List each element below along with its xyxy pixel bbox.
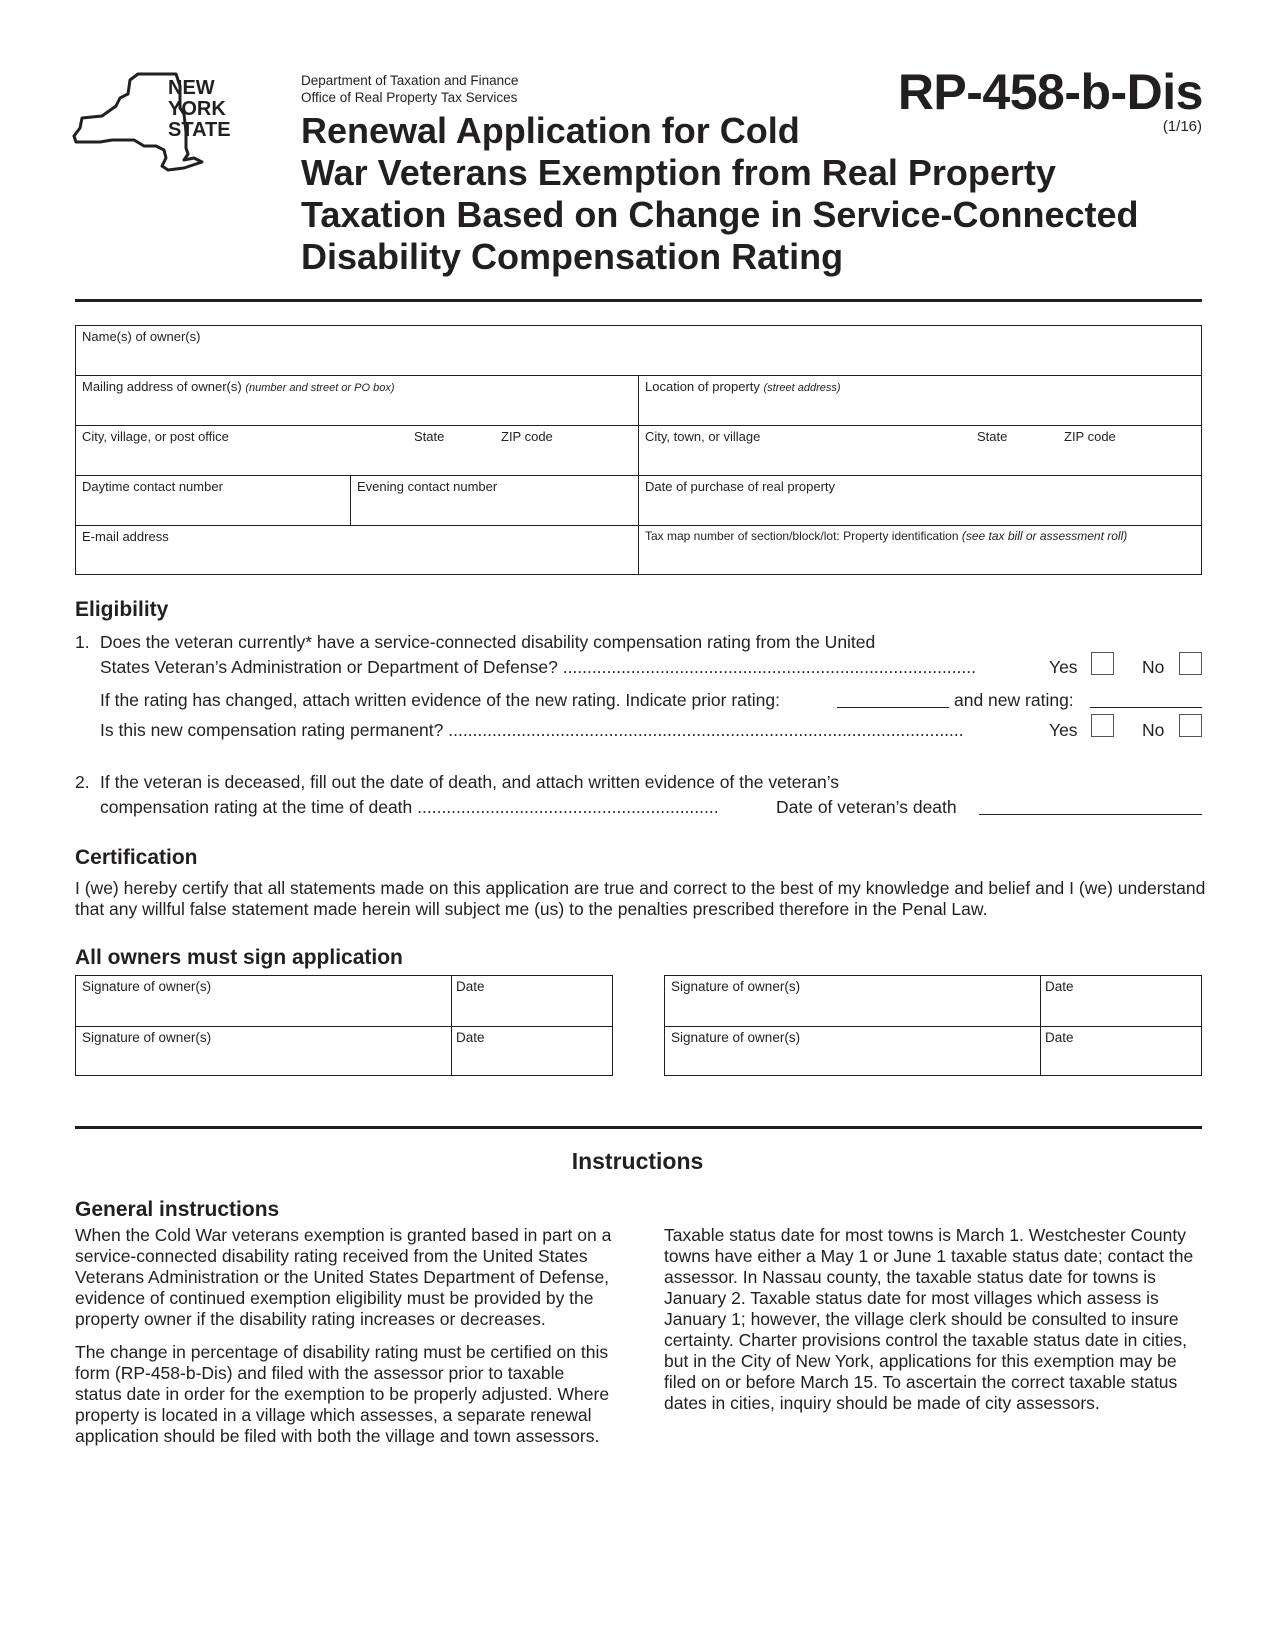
signature-label: Signature of owner(s) [671,979,801,994]
q1-yes-label: Yes [1049,657,1078,677]
q1-yes-checkbox[interactable] [1091,652,1114,675]
title-line-3: Taxation Based on Change in Service-Connected [301,194,1139,235]
instructions-paragraph: When the Cold War veterans exemption is granted based in part on a service-connected disability rating received from the United States Veterans Administration or the United States Department of Defense, evidence of continued exemption eligibility must be provided by the property owner if the disability rating increases or decreases. [75,1225,612,1329]
department-line-2: Office of Real Property Tax Services [301,90,518,105]
logo-text-new: NEW [168,77,215,99]
mailing-city-label: City, village, or post office [82,429,229,444]
daytime-contact-field[interactable] [76,476,351,526]
death-date-field[interactable] [979,814,1202,815]
date-label: Date [1045,979,1074,994]
page-title [301,110,1201,278]
eligibility-heading: Eligibility [75,598,169,621]
signature-table-right [664,975,1202,1076]
instructions-paragraph: The change in percentage of disability rating must be certified on this form (RP-458-b-Dis) and filed with the assessor prior to taxable status date in order for the exemption to be properly adjusted. Where property is located in a village which assesses, a separate renewal application should be filed with both the village and town assessors. [75,1342,610,1446]
department-name [301,72,518,106]
email-field[interactable] [76,526,639,574]
title-line-1: Renewal Application for Cold [301,110,800,151]
rating-change-text: If the rating has changed, attach written evidence of the new rating. Indicate prior rating: [100,690,780,710]
date-label: Date [1045,1030,1074,1045]
mailing-address-hint: (number and street or PO box) [245,382,395,394]
question-1-line-2: States Veteran’s Administration or Department of Defense? ..................................................................................... [100,657,976,677]
mailing-address-label-text: Mailing address of owner(s) [82,379,242,394]
permanent-no-checkbox[interactable] [1179,714,1202,737]
header-divider [75,299,1202,302]
property-city-state-zip-field[interactable] [639,426,1201,476]
certification-text: I (we) hereby certify that all statements made on this application are true and correct to the best of my knowledge and belief and I (we) understand that any willful false statement made herein will subject me (us) to the penalties prescribed therefore in the Penal Law. [75,878,1206,919]
tax-map-label [645,529,1127,543]
q1-no-checkbox[interactable] [1179,652,1202,675]
tax-map-hint: (see tax bill or assessment roll) [961,529,1128,543]
date-field-4[interactable] [1040,1026,1201,1076]
logo-text-state: STATE [168,119,231,141]
evening-contact-label: Evening contact number [357,479,498,494]
instructions-divider [75,1126,1202,1129]
signatures-heading: All owners must sign application [75,946,403,969]
owner-names-field[interactable] [76,326,1201,376]
permanent-rating-question: Is this new compensation rating permanent? .......................................................................................................... [100,720,964,740]
signature-table-left [75,975,613,1076]
new-rating-label: and new rating: [954,690,1074,710]
question-1-number: 1. [75,632,90,652]
property-location-field[interactable] [639,376,1201,426]
prior-rating-field[interactable] [837,707,949,708]
title-line-2: War Veterans Exemption from Real Property [301,152,1056,193]
purchase-date-field[interactable] [639,476,1201,526]
question-2-line-1: If the veteran is deceased, fill out the date of death, and attach written evidence of the veteran’s [100,772,840,792]
mailing-address-field[interactable] [76,376,639,426]
instructions-left-column [75,1225,615,1459]
department-line-1: Department of Taxation and Finance [301,73,519,88]
signature-label: Signature of owner(s) [82,1030,212,1045]
question-2-line-2: compensation rating at the time of death .............................................................. [100,797,719,817]
question-1-line-1: Does the veteran currently* have a service-connected disability compensation rating from the United [100,632,876,652]
permanent-no-label: No [1142,720,1165,740]
daytime-contact-label: Daytime contact number [82,479,223,494]
signature-field-2[interactable] [76,1026,451,1076]
tax-map-number-field[interactable] [639,526,1201,574]
signature-field-3[interactable] [665,976,1040,1026]
permanent-yes-checkbox[interactable] [1091,714,1114,737]
title-line-4: Disability Compensation Rating [301,236,844,277]
signature-field-4[interactable] [665,1026,1040,1076]
instructions-heading: Instructions [571,1148,704,1174]
form-number: RP-458-b-Dis [897,64,1203,120]
property-location-hint: (street address) [763,382,841,394]
date-field-3[interactable] [1040,976,1201,1026]
property-state-label: State [977,429,1008,444]
q1-no-label: No [1142,657,1165,677]
form-revision: (1/16) [1162,118,1202,135]
property-location-label-text: Location of property [645,379,760,394]
owner-info-table [75,325,1202,575]
mailing-city-state-zip-field[interactable] [76,426,639,476]
property-zip-label: ZIP code [1064,429,1116,444]
property-city-label: City, town, or village [645,429,761,444]
property-location-label [645,379,841,394]
signature-label: Signature of owner(s) [82,979,212,994]
mailing-address-label [82,379,395,394]
date-field-2[interactable] [451,1026,612,1076]
signature-label: Signature of owner(s) [671,1030,801,1045]
death-date-label: Date of veteran’s death [776,797,957,817]
question-2-number: 2. [75,772,90,792]
logo-text-york: YORK [168,98,226,120]
new-rating-field[interactable] [1090,707,1202,708]
tax-map-label-text: Tax map number of section/block/lot: Property identification [645,529,959,543]
permanent-yes-label: Yes [1049,720,1078,740]
evening-contact-field[interactable] [351,476,639,526]
instructions-right-column [664,1225,1204,1426]
mailing-zip-label: ZIP code [501,429,553,444]
purchase-date-label: Date of purchase of real property [645,479,836,494]
email-label: E-mail address [82,529,169,544]
new-york-state-logo [72,70,242,175]
date-label: Date [456,979,485,994]
date-label: Date [456,1030,485,1045]
instructions-paragraph: Taxable status date for most towns is March 1. Westchester County towns have either a May 1 or June 1 taxable status date; contact the assessor. In Nassau county, the taxable status date for towns is January 2. Taxable status date for most villages which assess is January 1; however, the village clerk should be consulted to insure certainty. Charter provisions control the taxable status date in cities, but in the City of New York, applications for this exemption may be filed on or before March 15. To ascertain the correct taxable status dates in cities, inquiry should be made of city assessors. [664,1225,1194,1413]
date-field-1[interactable] [451,976,612,1026]
certification-heading: Certification [75,846,198,869]
general-instructions-heading: General instructions [75,1198,280,1221]
mailing-state-label: State [414,429,445,444]
owner-names-label: Name(s) of owner(s) [82,329,201,344]
signature-field-1[interactable] [76,976,451,1026]
